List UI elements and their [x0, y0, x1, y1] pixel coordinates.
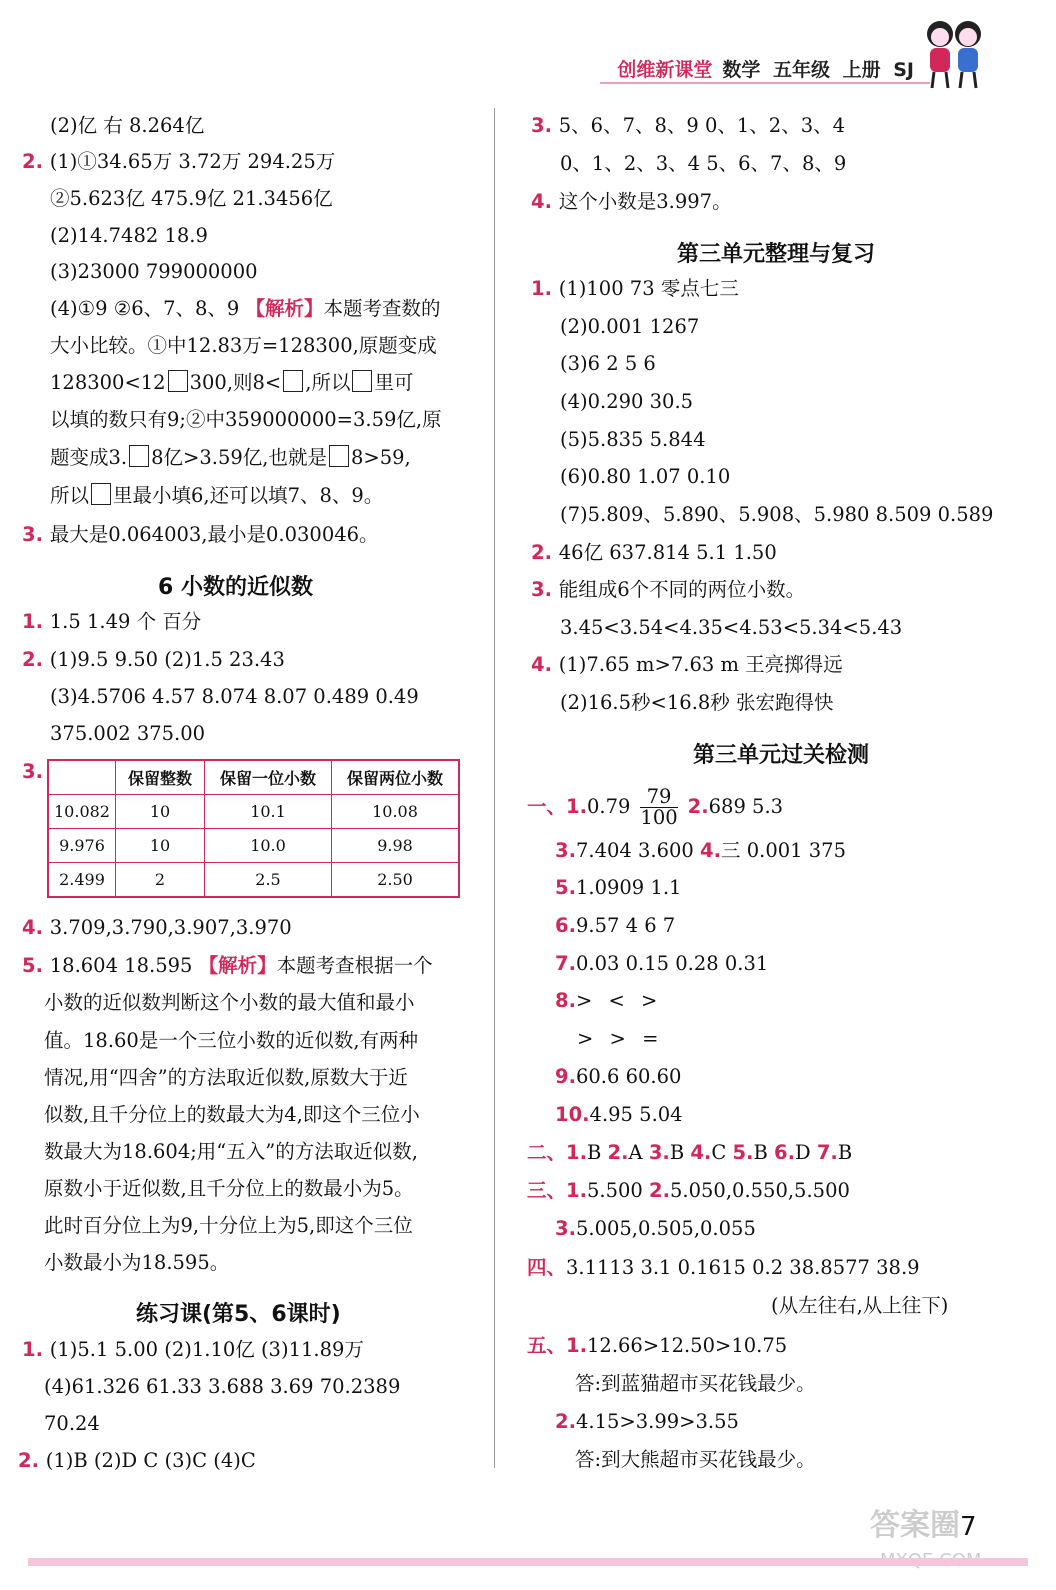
answer-text: 1.0909 1.1 [575, 876, 682, 899]
line [531, 652, 843, 678]
line [555, 988, 657, 1014]
answer-text: 3.709,3.790,3.907,3.970 [49, 916, 292, 939]
question-number: 9. [555, 1065, 576, 1088]
question-number: 1. [22, 610, 50, 633]
text: 128300<12 [50, 371, 166, 394]
line: 值。18.60是一个三位小数的近似数,有两种 [44, 1029, 419, 1052]
answer-text: 12.66>12.50>10.75 [587, 1334, 788, 1357]
analysis-label: 【解析】 [245, 297, 324, 320]
blank-box [168, 370, 188, 392]
table-cell: 2.5 [205, 863, 332, 898]
question-number: 3. [531, 114, 559, 137]
answer-text: 5.005,0.505,0.055 [575, 1217, 756, 1240]
answer-text: (1)①34.65万 3.72万 294.25万 [49, 150, 336, 173]
mascot-icon [912, 12, 996, 92]
question-number: 3. [555, 839, 576, 862]
section-title: 第三单元整理与复习 [677, 242, 876, 267]
answer-text: 能组成6个不同的两位小数。 [558, 578, 806, 601]
line: (4)61.326 61.33 3.688 3.69 70.2389 [44, 1375, 401, 1398]
section-title: 练习课(第5、6课时) [136, 1302, 341, 1327]
answer-text: 7.404 3.600 [575, 839, 694, 862]
line [50, 483, 383, 509]
answer-text: 5.050,0.550,5.500 [670, 1179, 850, 1202]
part-label: 一、 [527, 795, 567, 818]
answer-text: 9.57 4 6 7 [575, 914, 676, 937]
analysis-text: 本题考查数的 [323, 297, 441, 320]
question-number: 10. [555, 1103, 590, 1126]
blank-box [91, 483, 111, 505]
question-number: 4. [700, 839, 722, 862]
line: (3)6 2 5 6 [560, 352, 656, 375]
text: ,所以 [305, 371, 351, 394]
line [22, 759, 43, 785]
text: 所以 [50, 484, 90, 507]
part-label: 四、 [527, 1256, 567, 1279]
line [531, 113, 845, 139]
line: (2)亿 右 8.264亿 [50, 114, 205, 137]
question-number: 1. [22, 1338, 50, 1361]
question-number: 6. [555, 914, 576, 937]
line: 70.24 [44, 1412, 100, 1435]
line [22, 609, 201, 635]
question-number: 1. [531, 277, 559, 300]
table-cell: 10.0 [205, 829, 332, 863]
question-number: 7. [555, 952, 576, 975]
question-number: 8. [555, 989, 576, 1012]
answer-text: 最大是0.064003,最小是0.030046。 [49, 523, 379, 546]
table-header: 保留两位小数 [332, 760, 460, 795]
answer-text: 46亿 637.814 5.1 1.50 [558, 541, 777, 564]
line: 3.45<3.54<4.35<4.53<5.34<5.43 [560, 616, 903, 639]
footer-band [28, 1558, 1028, 1566]
answer-text: C [711, 1141, 727, 1164]
line [50, 445, 411, 471]
line: (2)0.001 1267 [560, 315, 700, 338]
question-number: 1. [566, 1179, 587, 1202]
header-rule [600, 82, 930, 84]
line [555, 1064, 681, 1090]
line: 原数小于近似数,且千分位上的数最小为5。 [44, 1177, 414, 1200]
line: (4)0.290 30.5 [560, 390, 694, 413]
part-label: 五、 [527, 1334, 567, 1357]
answer-text: (1)B (2)D C (3)C (4)C [45, 1449, 256, 1472]
brand-title: 创维新课堂 [617, 59, 713, 81]
table-cell: 10.082 [48, 795, 116, 829]
line: 答:到大熊超市买花钱最少。 [575, 1448, 816, 1471]
answer-text: 689 5.3 [708, 795, 784, 818]
analysis-label: 【解析】 [198, 954, 277, 977]
section-title: 6 小数的近似数 [158, 575, 313, 600]
line: 答:到蓝猫超市买花钱最少。 [575, 1372, 816, 1395]
book-info: 数学 五年级 上册 SJ [722, 59, 914, 81]
table-cell: 2.499 [48, 863, 116, 898]
answer-text: B [837, 1141, 853, 1164]
question-number: 1. [566, 1334, 587, 1357]
question-number: 5. [555, 876, 576, 899]
line: ②5.623亿 475.9亿 21.3456亿 [50, 187, 333, 210]
table-cell: 2.50 [332, 863, 460, 898]
line [555, 838, 846, 864]
line [22, 149, 335, 175]
question-number: 2. [531, 541, 559, 564]
answer-text: 0.03 0.15 0.28 0.31 [575, 952, 769, 975]
question-number: 2. [555, 1410, 576, 1433]
question-number: 2. [649, 1179, 671, 1202]
line: > > = [577, 1027, 659, 1050]
text: 300,则8< [189, 371, 282, 394]
line: (6)0.80 1.07 0.10 [560, 465, 731, 488]
line: 大小比较。①中12.83万=128300,原题变成 [50, 334, 437, 357]
table-header-row [48, 760, 459, 795]
table-header: 保留整数 [116, 760, 205, 795]
answer-text: D [794, 1141, 811, 1164]
table-cell: 10 [116, 829, 205, 863]
line: (5)5.835 5.844 [560, 428, 706, 451]
line [527, 1178, 850, 1204]
answer-text: B [753, 1141, 768, 1164]
question-number: 3. [648, 1141, 670, 1164]
line [555, 951, 768, 977]
line: (7)5.809、5.890、5.908、5.980 8.509 0.589 [560, 503, 994, 526]
column-divider [494, 108, 495, 1468]
line [531, 577, 805, 603]
question-number: 2. [18, 1449, 46, 1472]
line: (从左往右,从上往下) [771, 1294, 949, 1317]
answer-text: (1)7.65 m>7.63 m 王亮掷得远 [558, 653, 843, 676]
line: 似数,且千分位上的数最大为4,即这个三位小 [44, 1103, 420, 1126]
fraction-denominator: 100 [640, 806, 678, 829]
answer-text: B [669, 1141, 685, 1164]
text: 题变成3. [50, 446, 128, 469]
table-row [48, 829, 459, 863]
text: 8亿>3.59亿,也就是 [151, 446, 327, 469]
question-number: 4. [531, 653, 559, 676]
text: 里可 [374, 371, 414, 394]
answer-text: 3.1113 3.1 0.1615 0.2 38.8577 38.9 [566, 1256, 920, 1279]
line: (3)23000 799000000 [50, 260, 258, 283]
line: 数最大为18.604;用“五入”的方法取近似数, [44, 1140, 418, 1163]
line [555, 1102, 683, 1128]
answer-text: B [587, 1141, 602, 1164]
answer-text: 三 0.001 375 [721, 839, 846, 862]
line [531, 189, 732, 215]
line [527, 787, 783, 828]
blank-box [352, 370, 372, 392]
question-number: 5. [22, 954, 50, 977]
line: 小数最小为18.595。 [44, 1251, 230, 1274]
question-number: 2. [607, 1141, 629, 1164]
table-cell: 2 [116, 863, 205, 898]
table-row [48, 863, 459, 898]
answer-text: (1)100 73 零点七三 [558, 277, 739, 300]
line: (3)4.5706 4.57 8.074 8.07 0.489 0.49 [50, 685, 419, 708]
answer-text: > < > [575, 989, 658, 1012]
line [22, 915, 292, 941]
answer-text: 1.5 1.49 个 百分 [49, 610, 202, 633]
question-number: 2. [22, 648, 50, 671]
question-number: 1. [566, 1141, 587, 1164]
line [50, 296, 441, 322]
table-cell: 9.98 [332, 829, 460, 863]
answer-text: (4)①9 ②6、7、8、9 [50, 297, 246, 320]
table-cell: 9.976 [48, 829, 116, 863]
line: 0、1、2、3、4 5、6、7、8、9 [560, 152, 847, 175]
question-number: 1. [566, 795, 587, 818]
question-number: 3. [531, 578, 559, 601]
blank-box [329, 445, 349, 467]
text: 里最小填6,还可以填7、8、9。 [113, 484, 384, 507]
rounding-table [47, 759, 460, 898]
answer-text: 18.604 18.595 [49, 954, 199, 977]
blank-box [129, 445, 149, 467]
line: 此时百分位上为9,十分位上为5,即这个三位 [44, 1214, 413, 1237]
table-cell: 10.08 [332, 795, 460, 829]
question-number: 3. [555, 1217, 576, 1240]
answer-text: 0.79 [587, 795, 631, 818]
line: 375.002 375.00 [50, 722, 206, 745]
answer-text: 4.15>3.99>3.55 [575, 1410, 739, 1433]
question-number: 2. [22, 150, 50, 173]
answer-text: 5.500 [587, 1179, 643, 1202]
line [22, 1337, 364, 1363]
question-number: 6. [774, 1141, 795, 1164]
line: 情况,用“四舍”的方法取近似数,原数大于近 [44, 1066, 408, 1089]
line [527, 1140, 852, 1166]
answer-text: 这个小数是3.997。 [558, 190, 732, 213]
line [555, 1216, 756, 1242]
line [531, 276, 739, 302]
line [531, 540, 777, 566]
line [22, 647, 285, 673]
line: 以填的数只有9;②中359000000=3.59亿,原 [50, 408, 442, 431]
line: (2)16.5秒<16.8秒 张宏跑得快 [560, 691, 834, 714]
question-number: 4. [690, 1141, 712, 1164]
line: 小数的近似数判断这个小数的最大值和最小 [44, 991, 415, 1014]
question-number: 5. [732, 1141, 754, 1164]
question-number: 3. [22, 523, 50, 546]
table-header: 保留一位小数 [205, 760, 332, 795]
watermark-logo: 答案圈 [870, 1508, 960, 1543]
question-number: 2. [687, 795, 709, 818]
line [22, 953, 433, 979]
line [555, 1409, 739, 1435]
analysis-text: 本题考查根据一个 [276, 954, 433, 977]
text: 8>59, [350, 446, 411, 469]
part-label: 三、 [527, 1179, 567, 1202]
fraction [640, 787, 677, 828]
header-text [617, 55, 914, 82]
answer-text: (1)5.1 5.00 (2)1.10亿 (3)11.89万 [49, 1338, 364, 1361]
answer-text: (1)9.5 9.50 (2)1.5 23.43 [49, 648, 285, 671]
question-number: 7. [816, 1141, 838, 1164]
line [555, 913, 675, 939]
table-row [48, 795, 459, 829]
answer-text: 5、6、7、8、9 0、1、2、3、4 [558, 114, 846, 137]
part-label: 二、 [527, 1141, 567, 1164]
line [527, 1255, 920, 1281]
line: (2)14.7482 18.9 [50, 224, 208, 247]
line [18, 1448, 256, 1474]
line [22, 522, 379, 548]
fraction-numerator: 79 [640, 787, 677, 808]
line [555, 875, 681, 901]
question-number: 4. [22, 916, 50, 939]
table-cell: 10.1 [205, 795, 332, 829]
section-title: 第三单元过关检测 [693, 743, 870, 768]
table-cell: 10 [116, 795, 205, 829]
line [527, 1333, 787, 1359]
line [50, 370, 413, 396]
blank-box [283, 370, 303, 392]
table-header [48, 760, 116, 795]
question-number: 4. [531, 190, 559, 213]
page-number: 7 [960, 1512, 977, 1542]
answer-text: 4.95 5.04 [589, 1103, 683, 1126]
question-number: 3. [22, 760, 43, 783]
answer-text: 60.6 60.60 [575, 1065, 682, 1088]
answer-text: A [628, 1141, 643, 1164]
